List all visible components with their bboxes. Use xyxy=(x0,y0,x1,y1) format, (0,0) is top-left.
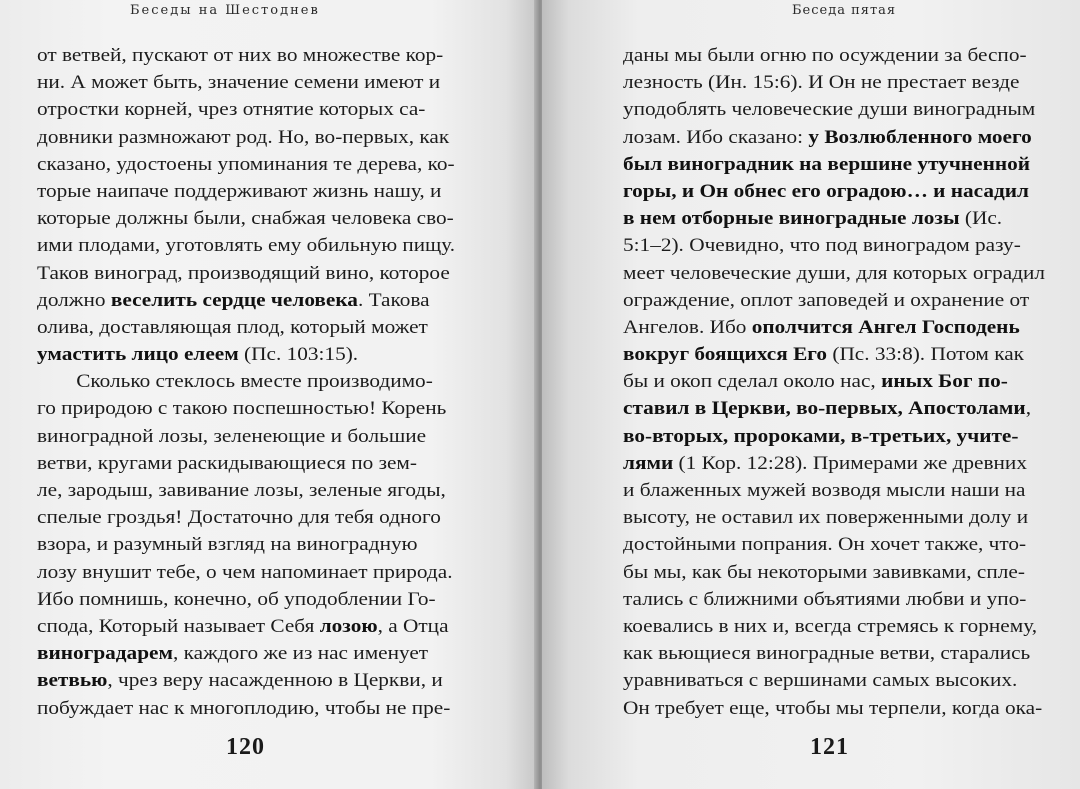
text-line xyxy=(623,531,1045,558)
bold-text-run: иных Бог по- xyxy=(881,371,1008,393)
text-run: от ветвей, пускают от них во множестве кор- xyxy=(37,45,444,66)
text-line xyxy=(37,613,455,640)
text-line xyxy=(37,559,455,586)
text-line xyxy=(623,42,1045,69)
text-line xyxy=(623,96,1045,123)
text-run: даны мы были огню по осуждении за беспо- xyxy=(623,45,1027,66)
text-run: взора, и разумный взгляд на виноградную xyxy=(37,534,418,556)
text-line xyxy=(37,314,455,341)
text-line xyxy=(37,395,455,422)
text-line xyxy=(37,531,455,558)
text-line xyxy=(623,232,1045,259)
text-line xyxy=(37,151,455,178)
text-line xyxy=(623,695,1045,722)
text-run: (1 Кор. 12:28). Примерами же древних xyxy=(673,452,1027,474)
text-run: Таков виноград, производящий вино, которое xyxy=(37,262,450,284)
left-page-text xyxy=(37,42,455,722)
right-page-text xyxy=(623,42,1045,722)
text-line xyxy=(623,314,1045,341)
text-run: уподоблять человеческие души виноградным xyxy=(623,99,1036,121)
text-line xyxy=(37,178,455,205)
text-run: Он требует еще, чтобы мы терпели, когда ока- xyxy=(623,697,1043,719)
text-line xyxy=(623,559,1045,586)
bold-text-run: в нем отборные виноградные лозы xyxy=(623,208,960,230)
text-run: отростки корней, чрез отнятие которых са- xyxy=(37,99,426,121)
text-line xyxy=(623,450,1045,477)
text-run: достойными попрания. Он хочет также, что- xyxy=(623,534,1027,556)
text-run: которые должны были, снабжая человека сво- xyxy=(37,208,454,230)
running-head-right: Беседа пятая xyxy=(792,3,897,18)
text-line xyxy=(37,260,455,287)
text-run: виноградной лозы, зеленеющие и большие xyxy=(37,425,427,447)
text-line xyxy=(37,504,455,531)
text-line xyxy=(37,477,455,504)
text-line xyxy=(37,69,455,96)
text-line xyxy=(37,667,455,694)
text-line xyxy=(37,42,455,69)
text-line xyxy=(623,477,1045,504)
text-run: бы мы, как бы некоторыми завивками, спле- xyxy=(623,561,1025,583)
text-line xyxy=(623,504,1045,531)
text-run: уравниваться с вершинами самых высоких. xyxy=(623,670,1018,692)
text-run: го природою с такою поспешностью! Корень xyxy=(37,398,447,420)
text-line xyxy=(37,640,455,667)
text-run: Ангелов. Ибо xyxy=(623,316,752,338)
text-run: лезность (Ин. 15:6). И Он не престает везде xyxy=(623,72,1020,94)
text-line xyxy=(623,368,1045,395)
bold-text-run: лями xyxy=(623,452,674,474)
bold-text-run: во-вторых, пророками, в-третьих, учите- xyxy=(623,425,1019,447)
text-run: спелые гроздья! Достаточно для тебя одного xyxy=(37,507,441,529)
bold-text-run: виноградарем xyxy=(37,643,173,665)
bold-text-run: горы, и Он обнес его оградою… и насадил xyxy=(623,180,1029,202)
text-run: , xyxy=(1025,398,1032,420)
bold-text-run: был виноградник на вершине утучненной xyxy=(623,153,1031,175)
text-line xyxy=(623,151,1045,178)
left-page xyxy=(0,0,538,789)
text-run: олива, доставляющая плод, который может xyxy=(37,316,428,338)
text-line xyxy=(37,287,455,314)
text-line xyxy=(37,232,455,259)
text-run: бы и окоп сделал около нас, xyxy=(623,371,882,393)
text-run: как вьющиеся виноградные ветви, старались xyxy=(623,643,1031,665)
bold-text-run: веселить сердце человека xyxy=(110,289,358,311)
text-run: 5:1–2). Очевидно, что под виноградом разу- xyxy=(623,235,1021,257)
text-run: тались с ближними объятиями любви и упо- xyxy=(623,588,1027,610)
text-run: (Ис. xyxy=(959,208,1003,230)
text-run: Сколько стеклось вместе производимо- xyxy=(76,371,433,393)
bold-text-run: у Возлюбленного моего xyxy=(808,126,1032,148)
text-run: , чрез веру насажденною в Церкви, и xyxy=(107,670,443,692)
page-number-right: 121 xyxy=(810,734,849,760)
text-run: . Такова xyxy=(357,289,430,311)
text-line xyxy=(37,423,455,450)
text-run: и блаженных мужей возводя мысли наши на xyxy=(623,480,1026,501)
text-run: ле, зародыш, завивание лозы, зеленые ягоды, xyxy=(37,480,446,501)
running-head-left: Беседы на Шестоднев xyxy=(130,3,320,18)
text-run: довники размножают род. Но, во-первых, как xyxy=(37,126,450,148)
text-run: коевались в них и, всегда стремясь к горнему, xyxy=(623,615,1038,637)
bold-text-run: ополчится Ангел Господень xyxy=(751,316,1020,338)
text-line xyxy=(623,395,1045,422)
text-run: ими плодами, уготовлять ему обильную пищу. xyxy=(37,235,456,257)
text-line xyxy=(623,69,1045,96)
text-line xyxy=(37,124,455,151)
text-run: лозу внушит тебе, о чем напоминает природа. xyxy=(37,561,453,583)
text-run: меет человеческие души, для которых оградил xyxy=(623,262,1045,284)
text-line xyxy=(37,96,455,123)
text-run: ветви, кругами раскидывающиеся по зем- xyxy=(37,452,417,474)
text-run: высоту, не оставил их поверженными долу и xyxy=(623,507,1029,529)
text-run: , каждого же из нас именует xyxy=(172,643,429,665)
text-run: , а Отца xyxy=(377,615,449,637)
text-run: ни. А может быть, значение семени имеют и xyxy=(37,72,441,94)
bold-text-run: ветвью xyxy=(37,670,108,692)
bold-text-run: умастить лицо елеем xyxy=(37,344,239,366)
text-line xyxy=(37,368,455,395)
text-line xyxy=(37,341,455,368)
text-line xyxy=(623,586,1045,613)
text-line xyxy=(623,260,1045,287)
text-run: должно xyxy=(37,289,111,311)
text-line xyxy=(623,613,1045,640)
text-line xyxy=(623,667,1045,694)
text-run: ограждение, оплот заповедей и охранение от xyxy=(623,289,1030,311)
text-line xyxy=(623,178,1045,205)
text-line xyxy=(623,205,1045,232)
text-line xyxy=(37,586,455,613)
text-run: сказано, удостоены упоминания те дерева, ко- xyxy=(37,153,455,175)
text-line xyxy=(37,205,455,232)
bold-text-run: лозою xyxy=(319,615,378,637)
bold-text-run: вокруг боящихся Его xyxy=(623,344,828,366)
text-run: Ибо помнишь, конечно, об уподоблении Го- xyxy=(37,588,436,610)
text-run: (Пс. 103:15). xyxy=(238,344,359,366)
text-line xyxy=(623,124,1045,151)
text-run: спода, Который называет Себя xyxy=(37,615,320,637)
text-run: лозам. Ибо сказано: xyxy=(623,126,809,148)
text-line xyxy=(623,423,1045,450)
text-run: торые наипаче поддерживают жизнь нашу, и xyxy=(37,180,442,202)
page-number-left: 120 xyxy=(226,734,265,760)
text-line xyxy=(623,287,1045,314)
text-run: (Пс. 33:8). Потом как xyxy=(827,344,1025,366)
text-line xyxy=(37,695,455,722)
right-page xyxy=(542,0,1080,789)
text-line xyxy=(623,341,1045,368)
text-run: побуждает нас к многоплодию, чтобы не пре- xyxy=(37,697,451,719)
text-line xyxy=(623,640,1045,667)
text-line xyxy=(37,450,455,477)
bold-text-run: ставил в Церкви, во-первых, Апостолами xyxy=(623,398,1026,420)
